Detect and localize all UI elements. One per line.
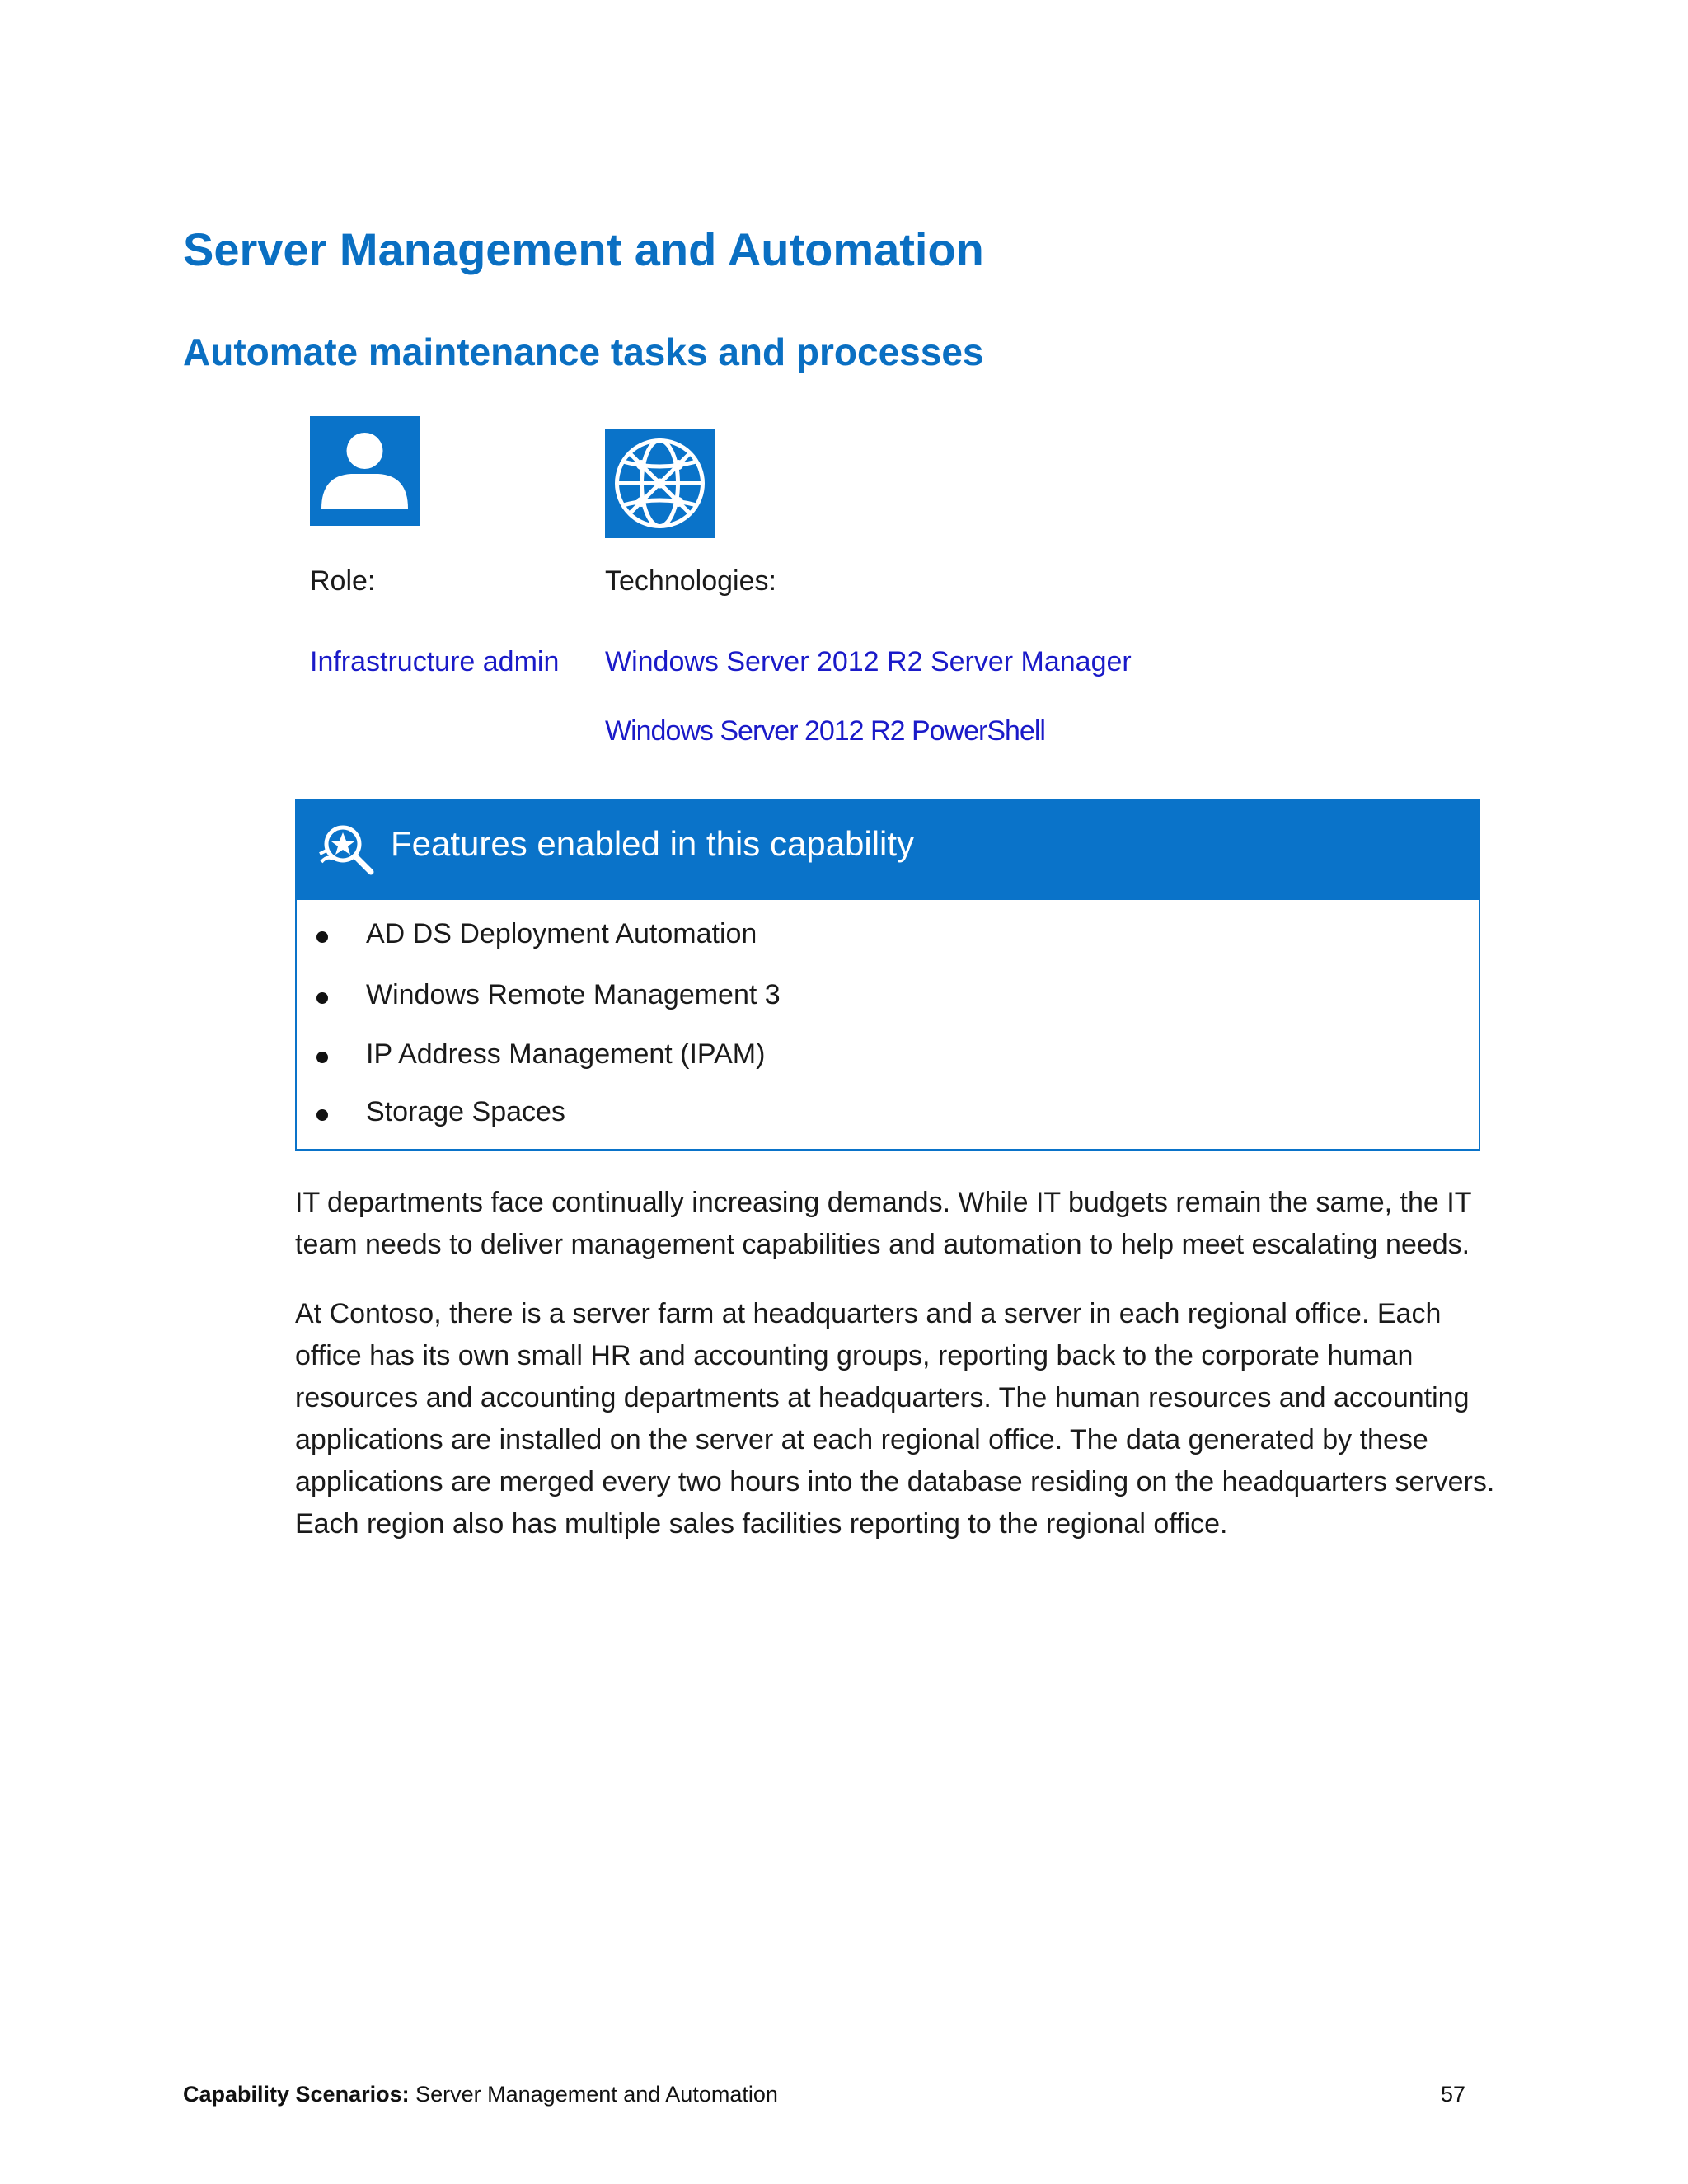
technologies-label: Technologies: (605, 565, 776, 597)
footer-section: Server Management and Automation (415, 2082, 778, 2107)
person-icon (310, 416, 420, 526)
features-title: Features enabled in this capability (391, 824, 915, 863)
features-header (297, 801, 1479, 900)
feature-label: Windows Remote Management 3 (366, 979, 781, 1010)
feature-label: Storage Spaces (366, 1096, 565, 1127)
feature-label: IP Address Management (IPAM) (366, 1038, 766, 1070)
bullet-icon (316, 992, 328, 1004)
footer-label: Capability Scenarios: (183, 2082, 410, 2107)
features-box (295, 799, 1480, 1151)
bullet-icon (316, 1109, 328, 1121)
technology-link-server-manager[interactable]: Windows Server 2012 R2 Server Manager (605, 646, 1132, 677)
technology-link-powershell[interactable]: Windows Server 2012 R2 PowerShell (605, 715, 1045, 747)
globe-network-icon (605, 429, 715, 538)
page-title: Server Management and Automation (183, 223, 984, 275)
bullet-icon (316, 1052, 328, 1063)
body-paragraph: At Contoso, there is a server farm at headquarters and a server in each regional office. Each office has its own small HR and accounting groups, reporting back to the corporate human resources and accounting departments at headquarters. The human resources and accounting applications are installed on the server at each regional office. The data generated by these applications are merged every two hours into the database residing on the headquarters servers. Each region also has multiple sales facilities reporting to the regional office. (295, 1298, 1495, 1540)
feature-label: AD DS Deployment Automation (366, 918, 757, 949)
magnifier-star-icon (315, 818, 377, 880)
role-link-infrastructure-admin[interactable]: Infrastructure admin (310, 646, 560, 677)
page-number: 57 (1441, 2082, 1466, 2107)
section-title: Automate maintenance tasks and processes (183, 330, 984, 373)
role-label: Role: (310, 565, 376, 597)
body-paragraph: IT departments face continually increasing demands. While IT budgets remain the same, the IT team needs to deliver management capabilities and automation to help meet escalating needs. (295, 1187, 1471, 1260)
bullet-icon (316, 931, 328, 943)
footer-caption (183, 2082, 778, 2107)
